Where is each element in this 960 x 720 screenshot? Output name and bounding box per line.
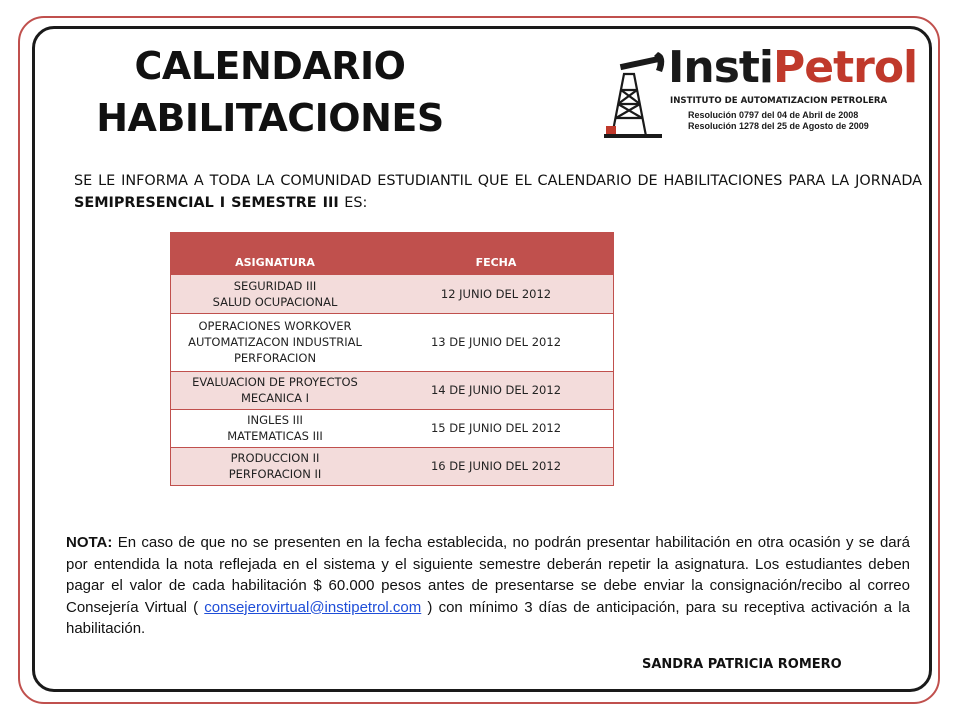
date-cell: 12 JUNIO DEL 2012 [379, 275, 614, 313]
page-title [60, 40, 480, 144]
subject-cell [171, 447, 380, 485]
logo-resolutions [688, 110, 869, 132]
note-text-2: ) con mínimo 3 días de anticipación, para su receptiva activación a la habilitación. [66, 598, 910, 637]
note-label: NOTA: [66, 534, 113, 551]
intro-text-2: ES: [338, 195, 368, 211]
subject-line: SEGURIDAD III [233, 278, 317, 293]
subject-line: PERFORACION [233, 351, 317, 365]
logo-brand [668, 44, 917, 92]
date-cell: 16 DE JUNIO DEL 2012 [379, 447, 614, 485]
subject-line: AUTOMATIZACON INDUSTRIAL [188, 335, 362, 349]
subject-line: MATEMATICAS III [227, 429, 323, 443]
date-cell: 15 DE JUNIO DEL 2012 [379, 409, 614, 447]
subject-line: MECANICA I [240, 391, 310, 405]
subject-cell [171, 371, 380, 409]
header-subject: ASIGNATURA [171, 232, 380, 275]
subject-line: OPERACIONES WORKOVER [198, 319, 352, 333]
subject-cell [171, 409, 380, 447]
intro-bold: SEMIPRESENCIAL I SEMESTRE III [74, 195, 339, 211]
table-row [171, 371, 614, 409]
subject-line: PRODUCCION II [230, 451, 320, 465]
note-paragraph [66, 532, 910, 640]
date-cell: 13 DE JUNIO DEL 2012 [379, 313, 614, 371]
logo-brand-insti: Insti [668, 42, 773, 93]
subject-cell [171, 275, 380, 313]
table-row [171, 409, 614, 447]
subject-line: PERFORACION II [228, 467, 322, 481]
intro-text-1: SE LE INFORMA A TODA LA COMUNIDAD ESTUDIANTIL QUE EL CALENDARIO DE HABILITACIONES PARA LA JORNADA [74, 173, 922, 189]
signature: SANDRA PATRICIA ROMERO [642, 657, 842, 672]
logo-resolution-1: Resolución 0797 del 04 de Abril de 2008 [688, 110, 859, 120]
email-link[interactable]: consejerovirtual@instipetrol.com [204, 598, 422, 616]
logo-brand-petrol: Petrol [773, 42, 918, 93]
table-row [171, 447, 614, 485]
subject-line: SALUD OCUPACIONAL [212, 294, 338, 309]
subject-line: EVALUACION DE PROYECTOS [192, 375, 358, 389]
header-date: FECHA [379, 232, 614, 275]
logo-subtitle: INSTITUTO DE AUTOMATIZACION PETROLERA [670, 96, 888, 106]
table-header-row [171, 232, 614, 275]
instipetrol-logo [598, 40, 918, 140]
note-text-1: En caso de que no se presenten en la fecha establecida, no podrán presentar habilitación en otra ocasión y se dará por entendida la nota reflejada en el sistema y el siguiente semestre deberán repetir la asignatura. Los estudiantes deben pagar el valor de cada habilitación $ 60.000 pesos antes de presentarse se debe enviar la consignación/recibo al correo Consejería Virtual ( [66, 534, 910, 616]
title-line-2: HABILITACIONES [96, 96, 444, 140]
logo-resolution-2: Resolución 1278 del 25 de Agosto de 2009 [688, 121, 869, 131]
subject-line: INGLES III [247, 413, 303, 427]
subject-cell [171, 313, 380, 371]
intro-paragraph [74, 170, 922, 214]
title-line-1: CALENDARIO [134, 44, 406, 88]
table-row [171, 275, 614, 313]
schedule-table [170, 232, 614, 486]
table-row [171, 313, 614, 371]
date-cell: 14 DE JUNIO DEL 2012 [379, 371, 614, 409]
